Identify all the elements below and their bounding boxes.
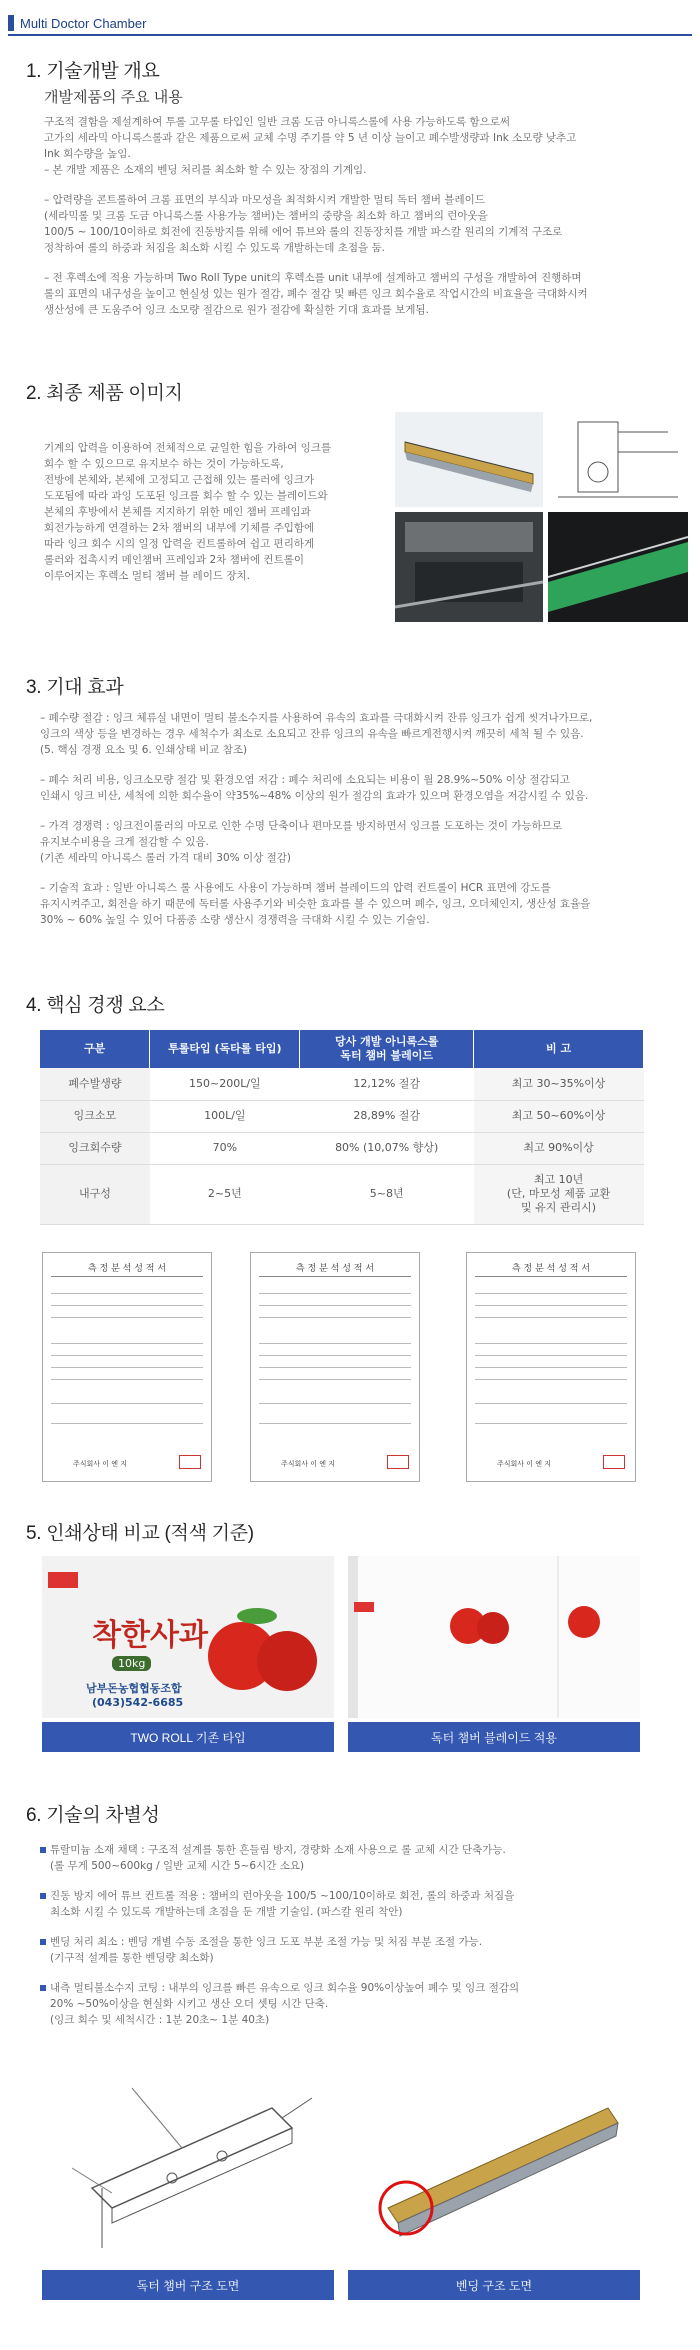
certificate-title: 측 정 분 석 성 적 서	[51, 1261, 203, 1277]
table-cell: 12,12% 절감	[300, 1068, 474, 1100]
seal-stamp	[179, 1455, 201, 1469]
table-cell: 100L/일	[150, 1100, 300, 1132]
text-line: (기구적 설계를 통한 벤딩량 최소화)	[50, 1952, 214, 1964]
bullet-icon	[40, 1939, 46, 1945]
list-item: 진동 방지 에어 튜브 컨트롤 적용 : 챔버의 런아웃을 100/5 ~100/10이하로 회전, 롤의 하중과 처짐을	[40, 1888, 690, 1904]
text-line: 생산성에 큰 도움주어 잉크 소모량 절감으로 원가 절감에 확실한 기대 효과를 보게됨.	[44, 304, 429, 316]
text-line: – 압력량을 콘트롤하여 크롬 표면의 부식과 마모성을 최적화시켜 개발한 멀티 독터 챔버 블레이드	[44, 194, 485, 206]
table-row	[40, 1068, 644, 1100]
product-photo-1	[395, 512, 543, 622]
table-cell: 150~200L/일	[150, 1068, 300, 1100]
certificate-footer: 주식회사 이 엔 지	[73, 1460, 128, 1468]
page-header	[8, 12, 692, 36]
column-header: 비 고	[474, 1030, 644, 1068]
text-line: 유지시켜주고, 회전을 하기 때문에 독터롤 사용주기와 비슷한 효과를 볼 수 있으며 폐수, 잉크, 오더체인지, 생산성 효율을	[40, 898, 591, 910]
column-header: 당사 개발 아니록스롤 독터 챔버 블레이드	[300, 1030, 474, 1068]
caption-doctor-chamber-drawing: 독터 챔버 구조 도면	[42, 2270, 334, 2300]
text-line: 롤의 표면의 내구성을 높이고 현실성 있는 원가 절감, 폐수 절감 및 빠른 잉크 회수율로 작업시간의 비효율을 극대화시켜	[44, 288, 588, 300]
text-line: 유지보수비용을 크게 절감할 수 있음.	[40, 836, 209, 848]
product-schematic	[548, 412, 688, 507]
certificate-title: 측 정 분 석 성 적 서	[259, 1261, 411, 1277]
table-cell: 80% (10,07% 향상)	[300, 1132, 474, 1164]
text-line: 따라 잉크 회수 시의 일정 압력을 컨트롤하여 쉽고 편리하게	[44, 538, 315, 550]
section-1-body	[44, 114, 684, 318]
doctor-chamber-drawing	[42, 2068, 334, 2268]
list-item: 내측 멀티불소수지 코팅 : 내부의 잉크를 빠른 유속으로 잉크 회수율 90%이상높여 폐수 및 잉크 절감의	[40, 1980, 690, 1996]
text-line: (세라믹롤 및 크롬 도금 아니록스롤 사용가능 챔버)는 챔버의 중량을 최소화 하고 챔버의 런아웃을	[44, 210, 488, 222]
table-cell: 최고 90%이상	[474, 1132, 644, 1164]
section-1-heading: 1. 기술개발 개요	[26, 61, 160, 82]
text-line: 20% ~50%이상을 현실화 시키고 생산 오더 셋팅 시간 단축.	[50, 1998, 329, 2010]
text-line: 이루어지는 후렉소 멀티 챔버 블 레이드 장치.	[44, 570, 250, 582]
caption-doctor-chamber: 독터 챔버 블레이드 적용	[348, 1722, 640, 1752]
text-line: – 본 개발 제품은 소재의 벤딩 처리를 최소화 할 수 있는 장점의 기계임.	[44, 164, 367, 176]
certificate-image	[42, 1252, 212, 1482]
section-2-body	[44, 440, 384, 584]
product-photo-2	[548, 512, 688, 622]
box-weight-badge: 10kg	[112, 1656, 151, 1671]
certificate-image	[466, 1252, 636, 1482]
caption-two-roll: TWO ROLL 기존 타입	[42, 1722, 334, 1752]
column-header: 구분	[40, 1030, 150, 1068]
section-2-heading: 2. 최종 제품 이미지	[26, 383, 183, 404]
table-row	[40, 1100, 644, 1132]
section-4-heading: 4. 핵심 경쟁 요소	[26, 995, 165, 1016]
list-item: 튜랄미늄 소재 채택 : 구조적 설계를 통한 흔들림 방지, 경량화 소재 사용으로 롤 교체 시간 단축가능.	[40, 1842, 690, 1858]
certificate-image	[250, 1252, 420, 1482]
text-line: – 폐수 처리 비용, 잉크소모량 절감 및 환경오염 저감 : 폐수 처리에 소요되는 비용이 월 28.9%~50% 이상 절감되고	[40, 774, 570, 786]
seal-stamp	[387, 1455, 409, 1469]
box-phone-text: (043)542-6685	[92, 1696, 184, 1709]
box-seller-text: 남부돈농협협동조합	[86, 1682, 182, 1695]
seal-stamp	[603, 1455, 625, 1469]
table-cell: 5~8년	[300, 1164, 474, 1224]
table-cell: 최고 50~60%이상	[474, 1100, 644, 1132]
text-line: Ink 회수량을 높임.	[44, 148, 131, 160]
section-3-heading: 3. 기대 효과	[26, 677, 124, 698]
table-cell: 내구성	[40, 1164, 150, 1224]
product-3d-render	[395, 412, 543, 507]
text-line: 구조적 결함을 제설계하여 투롤 고무롤 타입인 일반 크롬 도금 아니록스롤에 사용 가능하도록 함으로써	[44, 116, 511, 128]
table-cell: 70%	[150, 1132, 300, 1164]
bending-structure-drawing	[348, 2068, 640, 2268]
text-line: (잉크 회수 및 세척시간 : 1분 20초~ 1분 40초)	[50, 2014, 270, 2026]
certificate-footer: 주식회사 이 엔 지	[497, 1460, 552, 1468]
text-line: – 폐수량 절감 : 잉크 체류실 내면이 멀티 불소수지를 사용하여 유속의 효과를 극대화시켜 잔류 잉크가 쉽게 씻겨나가므로,	[40, 712, 593, 724]
bullet-icon	[40, 1985, 46, 1991]
bullet-icon	[40, 1893, 46, 1899]
text-line: (롤 무게 500~600kg / 일반 교체 시간 5~6시간 소요)	[50, 1860, 305, 1872]
text-line: 기계의 압력을 이용하여 전체적으로 균일한 힘을 가하여 잉크를	[44, 442, 332, 454]
box-brand-text: 착한사과	[92, 1618, 208, 1653]
text-line: 롤러와 접촉시켜 메인챔버 프레임과 2차 챔버에 컨트롤이	[44, 554, 304, 566]
column-header: 투롤타입 (독타롤 타입)	[150, 1030, 300, 1068]
section-6-body	[40, 1842, 690, 2028]
text-line: 고가의 세라믹 아니록스롤과 같은 제품으로써 교체 수명 주기를 약 5 년 이상 늘이고 폐수발생량과 Ink 소모량 낮추고	[44, 132, 577, 144]
header-marker	[8, 15, 14, 31]
text-line: 100/5 ~ 100/10이하로 회전에 진동방지를 위해 에어 튜브와 롤의 진동장치를 개발 파스칼 원리의 기계적 구조로	[44, 226, 563, 238]
section-6-heading: 6. 기술의 차별성	[26, 1805, 160, 1826]
certificate-footer: 주식회사 이 엔 지	[281, 1460, 336, 1468]
text-line: – 가격 경쟁력 : 잉크전이롤러의 마모로 인한 수명 단축이나 편마모를 방지하면서 잉크를 도포하는 것이 가능하므로	[40, 820, 563, 832]
text-line: 최소화 시킬 수 있도록 개발하는데 초점을 둔 개발 기술임. (파스칼 원리 착안)	[50, 1906, 403, 1918]
text-line: 잉크의 색상 등을 변경하는 경우 세척수가 최소로 소요되고 잔류 잉크의 유속을 빠르게전행시켜 깨끗히 세척 될 수 있음.	[40, 728, 584, 740]
table-cell: 최고 10년 (단, 마모성 제품 교환 및 유지 관리시)	[474, 1164, 644, 1224]
table-cell: 폐수발생량	[40, 1068, 150, 1100]
text-line: 30% ~ 60% 높일 수 있어 다품종 소량 생산시 경쟁력을 극대화 시킬 수 있는 기술임.	[40, 914, 430, 926]
section-1-subheading: 개발제품의 주요 내용	[44, 89, 183, 106]
section-3-body	[40, 710, 690, 928]
text-line: 정착하여 롤의 하중과 처짐을 최소화 시킬 수 있도록 개발하는데 초점을 둠.	[44, 242, 386, 254]
table-cell: 잉크회수량	[40, 1132, 150, 1164]
table-row	[40, 1164, 644, 1224]
list-item: 벤딩 처리 최소 : 벤딩 개별 수동 조절을 통한 잉크 도포 부분 조절 가능 및 처짐 부분 조절 가능.	[40, 1934, 690, 1950]
bullet-icon	[40, 1847, 46, 1853]
caption-bending-drawing: 벤딩 구조 도면	[348, 2270, 640, 2300]
table-cell: 최고 30~35%이상	[474, 1068, 644, 1100]
print-sample-two-roll	[42, 1556, 334, 1718]
text-line: (5. 핵심 경쟁 요소 및 6. 인쇄상태 비교 참조)	[40, 744, 248, 756]
comparison-table	[40, 1030, 644, 1225]
text-line: 회전가능하게 연결하는 2차 챔버의 내부에 기체를 주입함에	[44, 522, 315, 534]
text-line: (기존 세라믹 아니록스 롤러 가격 대비 30% 이상 절감)	[40, 852, 291, 864]
certificate-title: 측 정 분 석 성 적 서	[475, 1261, 627, 1277]
text-line: 회수 할 수 있으므로 유지보수 하는 것이 가능하도록,	[44, 458, 284, 470]
table-cell: 2~5년	[150, 1164, 300, 1224]
text-line: 전방에 본체와, 본체에 고정되고 근접해 있는 롤러에 잉크가	[44, 474, 315, 486]
table-cell: 잉크소모	[40, 1100, 150, 1132]
table-row	[40, 1132, 644, 1164]
text-line: 도포됨에 따라 과잉 도포된 잉크를 회수 할 수 있는 블레이드와	[44, 490, 328, 502]
text-line: – 기술적 효과 : 일반 아니록스 롤 사용에도 사용이 가능하며 챔버 블레이드의 압력 컨트롤이 HCR 표면에 강도를	[40, 882, 551, 894]
table-cell: 28,89% 절감	[300, 1100, 474, 1132]
section-5-heading: 5. 인쇄상태 비교 (적색 기준)	[26, 1523, 254, 1544]
print-sample-doctor-chamber	[348, 1556, 640, 1718]
text-line: – 전 후렉소에 적용 가능하며 Two Roll Type unit의 후렉소를 unit 내부에 설계하고 챔버의 구성을 개발하여 진행하며	[44, 272, 582, 284]
text-line: 본체의 후방에서 본체를 지지하기 위한 메인 챔버 프레임과	[44, 506, 311, 518]
text-line: 인쇄시 잉크 비산, 세척에 의한 회수율이 약35%~48% 이상의 원가 절감의 효과가 있으며 환경오염을 저감시킬 수 있음.	[40, 790, 589, 802]
page-title: Multi Doctor Chamber	[20, 15, 147, 31]
table-header-row	[40, 1030, 644, 1068]
